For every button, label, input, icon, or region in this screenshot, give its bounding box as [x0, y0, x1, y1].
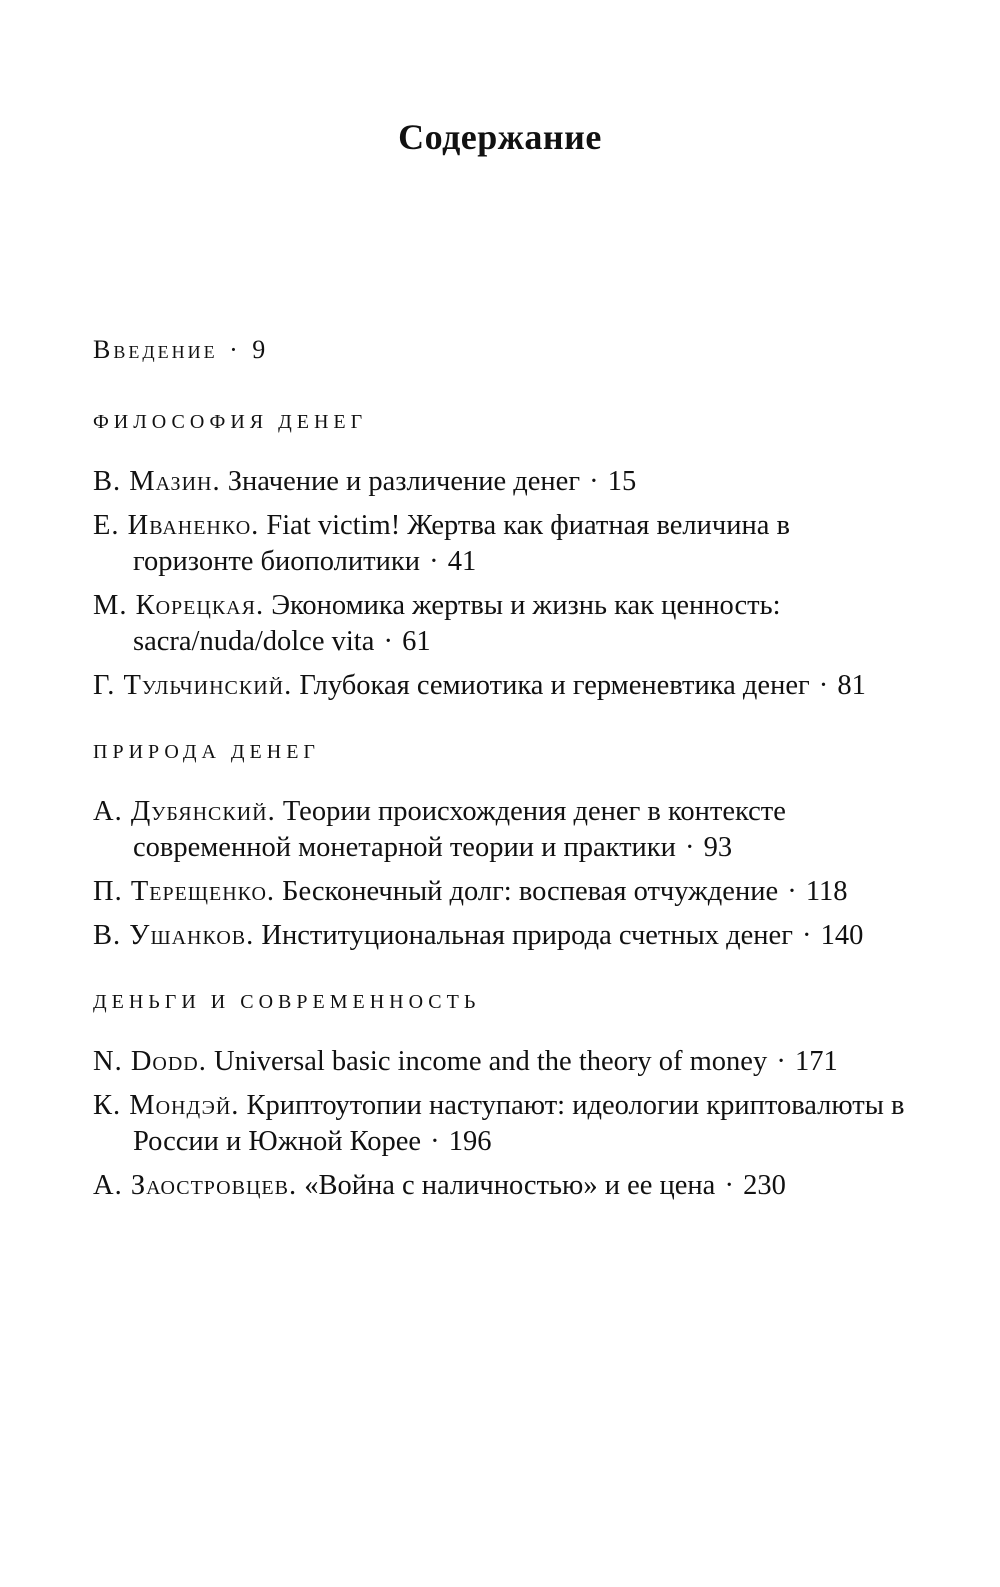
entry-title: Глубокая семиотика и герменевтика денег — [299, 670, 810, 701]
page-separator: · — [776, 1046, 786, 1077]
toc-entry — [93, 1168, 913, 1204]
entry-author: В. Ушанков. — [93, 920, 255, 951]
entry-author: Г. Тульчинский. — [93, 670, 293, 701]
table-of-contents — [93, 330, 913, 1212]
entry-title: Теории происхождения денег в контексте современной монетарной теории и практики — [133, 796, 786, 863]
page-separator: · — [589, 466, 599, 497]
entry-title: «Война с наличностью» и ее цена — [304, 1170, 716, 1201]
toc-section — [93, 732, 913, 954]
toc-section — [93, 402, 913, 704]
toc-entry — [93, 464, 913, 500]
entry-author: А. Заостровцев. — [93, 1170, 298, 1201]
entry-page-number: 15 — [607, 466, 637, 497]
toc-entry — [93, 1088, 913, 1160]
entry-title: Universal basic income and the theory of money — [214, 1046, 768, 1077]
page-separator: · — [429, 546, 439, 577]
entry-page-number: 196 — [448, 1126, 492, 1157]
toc-intro-entry — [93, 330, 913, 370]
page-separator: · — [430, 1126, 440, 1157]
section-heading: ДЕНЬГИ И СОВРЕМЕННОСТЬ — [93, 991, 481, 1013]
toc-entry — [93, 588, 913, 660]
entry-page-number: 118 — [805, 876, 848, 907]
page-separator: · — [818, 670, 829, 701]
entry-author: К. Мондэй. — [93, 1090, 240, 1121]
page-separator: · — [383, 626, 393, 657]
entry-title: Бесконечный долг: воспевая отчуждение — [282, 876, 779, 907]
page-separator: · — [685, 832, 695, 863]
entry-page-number: 230 — [743, 1170, 786, 1201]
entry-author: N. Dodd. — [93, 1046, 207, 1077]
entry-page-number: 93 — [703, 832, 733, 863]
section-heading: ФИЛОСОФИЯ ДЕНЕГ — [93, 411, 368, 433]
entry-page-number: 140 — [820, 920, 864, 951]
entry-page-number: 41 — [447, 546, 477, 577]
entry-page-number: 81 — [837, 670, 866, 701]
entry-title: Fiat victim! Жертва как фиатная величина в горизонте биополитики — [133, 510, 790, 577]
section-heading: ПРИРОДА ДЕНЕГ — [93, 741, 320, 763]
toc-entry — [93, 668, 913, 704]
entry-page-number: 171 — [794, 1046, 838, 1077]
toc-section — [93, 982, 913, 1204]
page-title: Содержание — [398, 117, 602, 158]
entry-page-number: 61 — [402, 626, 431, 657]
entry-title: Экономика жертвы и жизнь как ценность: sacra/nuda/dolce vita — [133, 590, 781, 657]
intro-label: Введение — [93, 335, 218, 364]
entry-title: Криптоутопии наступают: идеологии криптовалюты в России и Южной Корее — [133, 1090, 905, 1157]
entry-author: Е. Иваненко. — [93, 510, 260, 541]
toc-entry — [93, 918, 913, 954]
entry-author: М. Корецкая. — [93, 590, 265, 621]
page-separator: · — [802, 920, 812, 951]
intro-page-number: 9 — [252, 335, 269, 364]
entry-title: Значение и различение денег — [227, 466, 581, 497]
entry-author: В. Мазин. — [93, 466, 221, 497]
entry-title: Институциональная природа счетных денег — [261, 920, 793, 951]
page-separator: · — [229, 335, 241, 364]
entry-author: П. Терещенко. — [93, 876, 276, 907]
toc-entry — [93, 874, 913, 910]
toc-entry — [93, 508, 913, 580]
entry-author: А. Дубянский. — [93, 796, 276, 827]
page-separator: · — [724, 1170, 734, 1201]
toc-entry — [93, 1044, 913, 1080]
page-separator: · — [787, 876, 797, 907]
toc-entry — [93, 794, 913, 866]
